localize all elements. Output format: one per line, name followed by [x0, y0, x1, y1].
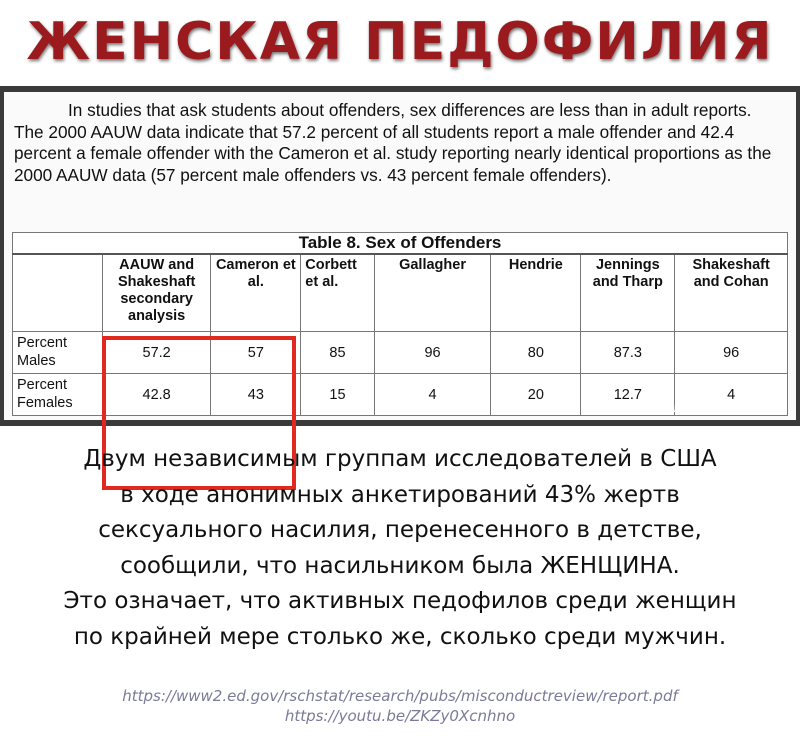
column-header: Cameron et al.	[211, 254, 301, 332]
column-header: Shakeshaft and Cohan	[675, 254, 788, 332]
table-cell: 15	[301, 374, 374, 416]
table-cell: 20	[491, 374, 581, 416]
body-line: Двум независимым группам исследователей в США	[83, 446, 717, 472]
table-header-row	[13, 254, 788, 332]
excerpt-paper	[4, 92, 796, 420]
source-link[interactable]: https://youtu.be/ZKZy0Xcnhno	[284, 707, 516, 725]
page-title: ЖЕНСКАЯ ПЕДОФИЛИЯ	[26, 12, 774, 72]
column-header: Corbett et al.	[301, 254, 374, 332]
table-cell: 96	[374, 332, 491, 374]
document-excerpt	[0, 86, 800, 426]
body-line: в ходе анонимных анкетирований 43% жертв	[120, 481, 680, 508]
body-line: сексуального насилия, перенесенного в детстве,	[98, 517, 702, 543]
table-cell: 80	[491, 332, 581, 374]
table-cell: 57	[211, 332, 301, 374]
source-links	[0, 686, 800, 726]
column-header: Hendrie	[491, 254, 581, 332]
table-cell: 87.3	[581, 332, 675, 374]
body-line: сообщили, что насильником была ЖЕНЩИНА.	[120, 552, 680, 579]
table-cell: 12.7	[581, 374, 675, 416]
table-cell: 42.8	[102, 374, 211, 416]
table-cell: 4	[374, 374, 491, 416]
watermark: vk.com/womensviolence	[615, 399, 778, 416]
column-header: Gallagher	[374, 254, 491, 332]
table-cell: 85	[301, 332, 374, 374]
table-cell: 4	[675, 374, 788, 416]
column-header: AAUW and Shakeshaft secondary analysis	[102, 254, 211, 332]
table-cell: 96	[675, 332, 788, 374]
body-line: Это означает, что активных педофилов среди женщин	[63, 588, 737, 614]
body-line: по крайней мере столько же, сколько среди мужчин.	[73, 623, 727, 650]
table-cell: 57.2	[102, 332, 211, 374]
table-caption: Table 8. Sex of Offenders	[13, 233, 788, 255]
source-link[interactable]: https://www2.ed.gov/rschstat/research/pubs/misconductreview/report.pdf	[122, 687, 678, 705]
row-label: Percent Females	[13, 374, 103, 416]
body-text	[10, 442, 790, 655]
row-label: Percent Males	[13, 332, 103, 374]
table-cell: 43	[211, 374, 301, 416]
column-header: Jennings and Tharp	[581, 254, 675, 332]
excerpt-paragraph: In studies that ask students about offenders, sex differences are less than in adult reports. The 2000 AAUW data indicate that 57.2 percent of all students report a male offender and 42.4 percent a female offender with the Cameron et al. study reporting nearly identical proportions as the 2000 AAUW data (57 percent male offenders vs. 43 percent female offenders).	[14, 100, 772, 185]
table-corner-cell	[13, 254, 103, 332]
